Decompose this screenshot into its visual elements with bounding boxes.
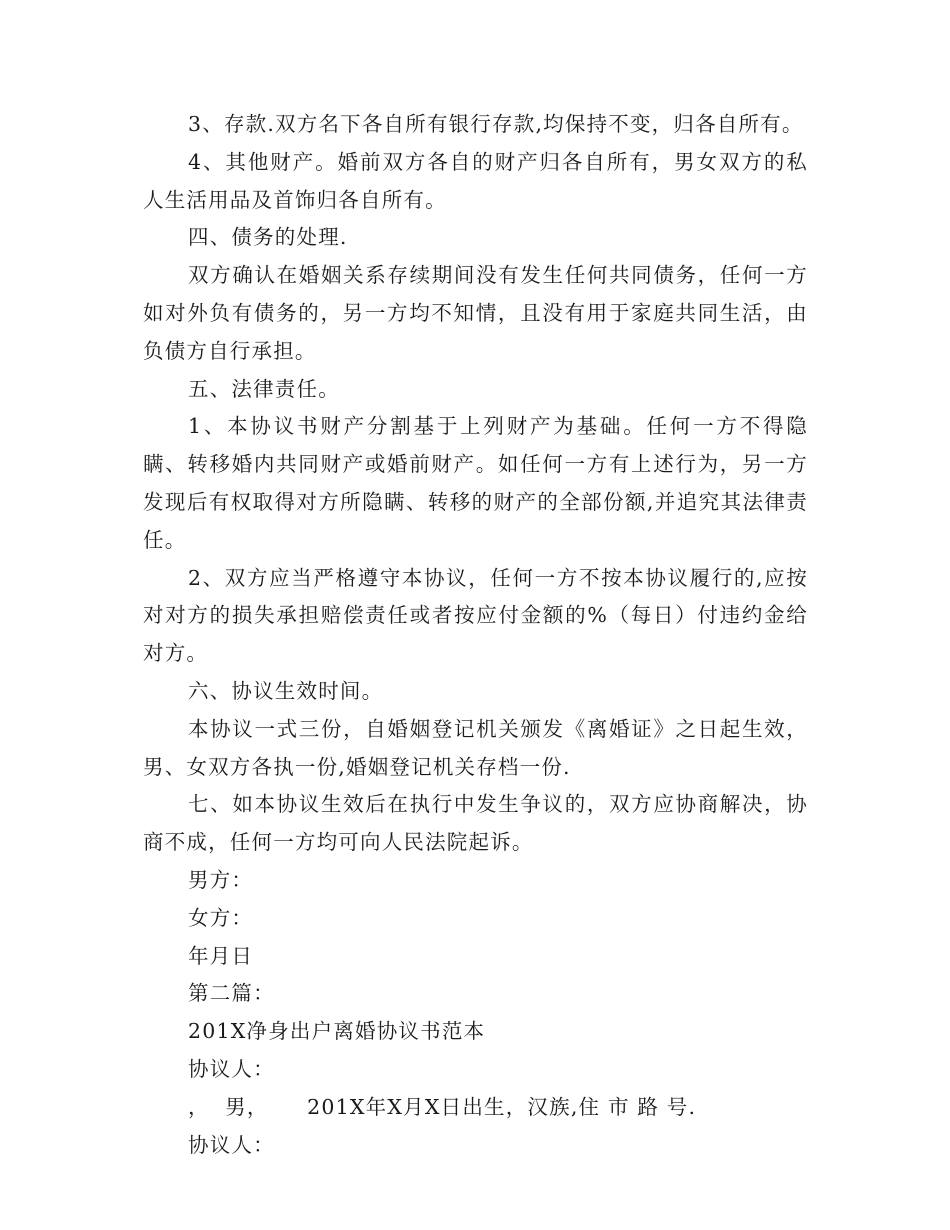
section-heading-effective: 六、协议生效时间。 [188,678,384,703]
section-heading-liability: 五、法律责任。 [188,376,340,401]
signature-date: 年月日 [188,943,254,968]
paragraph-dispute: 七、如本协议生效后在执行中发生争议的，双方应协商解决，协商不成，任何一方均可向人民法院起诉。 [143,792,808,855]
paragraph-deposit: 3、存款.双方名下各自所有银行存款,均保持不变，归各自所有。 [188,112,804,136]
paragraph-other-property: 4、其他财产。婚前双方各自的财产归各自所有，男女双方的私人生活用品及首饰归各自所有。 [143,149,808,212]
paragraph-effective: 本协议一式三份，自婚姻登记机关颁发《离婚证》之日起生效，男、女双方各执一份,婚姻登记机关存档一份. [143,716,808,779]
part-two-heading: 第二篇： [188,981,275,1006]
paragraph-liability-2: 2、双方应当严格遵守本协议，任何一方不按本协议履行的,应按对对方的损失承担赔偿责任或者按应付金额的%（每日）付违约金给对方。 [143,565,808,666]
party-2-label: 协议人： [188,1132,275,1157]
section-heading-debt: 四、债务的处理. [188,225,348,250]
document-body [143,106,808,1164]
part-two-title: 201X净身出户离婚协议书范本 [188,1019,486,1044]
party-1-label: 协议人： [188,1056,275,1081]
party-1-info: ， 男， 201X年X月X日出生，汉族,住 市 路 号. [188,1094,697,1119]
signature-female: 女方： [188,905,254,930]
paragraph-debt: 双方确认在婚姻关系存续期间没有发生任何共同债务，任何一方如对外负有债务的，另一方均不知情，且没有用于家庭共同生活，由负债方自行承担。 [143,263,808,363]
signature-male: 男方： [188,867,254,892]
paragraph-liability-1: 1、本协议书财产分割基于上列财产为基础。任何一方不得隐瞒、转移婚内共同财产或婚前财产。如任何一方有上述行为，另一方发现后有权取得对方所隐瞒、转移的财产的全部份额,并追究其法律责任。 [143,414,808,552]
